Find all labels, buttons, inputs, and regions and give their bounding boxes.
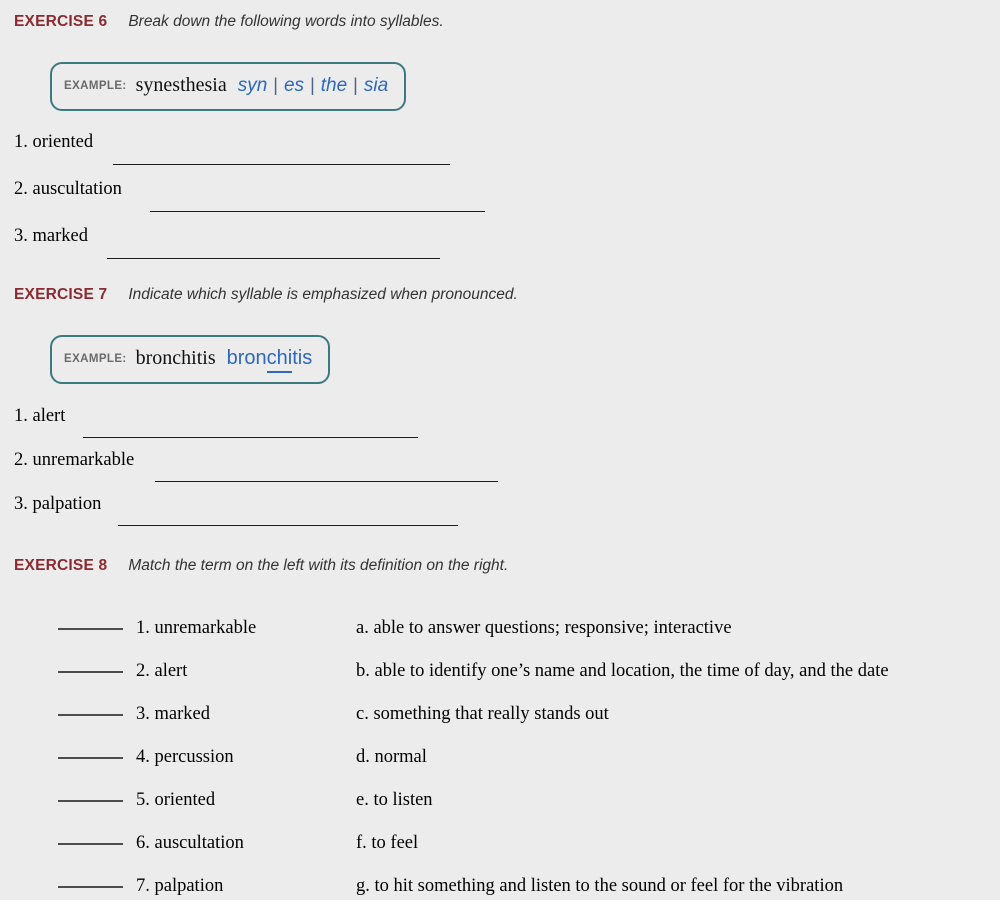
exercise-6-header (14, 12, 980, 32)
syllable: the (320, 75, 348, 96)
syllable: sia (363, 75, 389, 96)
page-bottom-margin (0, 900, 1000, 908)
exercise-7-items (14, 405, 980, 526)
answer-blank (58, 757, 123, 759)
exercise-6-items (14, 131, 980, 259)
match-definition: d. normal (356, 747, 427, 767)
example-syllable-answer (238, 75, 388, 97)
answer-blank (58, 628, 123, 630)
exercise-6-title: EXERCISE 6 (14, 13, 108, 30)
match-definition: b. able to identify one’s name and location, the time of day, and the date (356, 661, 889, 681)
match-term: 2. alert (136, 661, 188, 681)
match-term: 4. percussion (136, 747, 234, 767)
syllable-separator: | (353, 75, 358, 95)
match-term: 3. marked (136, 704, 210, 724)
match-term: 1. unremarkable (136, 618, 257, 638)
answer-blank (150, 211, 485, 212)
match-term: 6. auscultation (136, 833, 244, 853)
answer-blank (58, 843, 123, 845)
unstressed-syllables: bron (226, 347, 267, 369)
matching-row (14, 650, 980, 693)
match-definition: g. to hit something and listen to the sound or feel for the vibration (356, 876, 844, 896)
answer-blank (107, 258, 440, 259)
match-term: 7. palpation (136, 876, 224, 896)
example-label: EXAMPLE: (64, 80, 127, 92)
match-definition: a. able to answer questions; responsive; interactive (356, 618, 732, 638)
exercise-6-instruction: Break down the following words into syllables. (128, 13, 444, 30)
syllable-separator: | (310, 75, 315, 95)
exercise-7-header (14, 285, 980, 305)
answer-blank (58, 714, 123, 716)
exercise-8-instruction: Match the term on the left with its definition on the right. (128, 557, 509, 574)
example-word: synesthesia (135, 74, 227, 96)
example-stress-answer (227, 347, 313, 370)
answer-blank (58, 886, 123, 888)
list-item: 3. marked (14, 226, 88, 246)
exercise-6-example-box (50, 62, 406, 111)
answer-blank (83, 437, 418, 438)
matching-row (14, 779, 980, 822)
matching-row (14, 822, 980, 865)
exercise-8-header (14, 556, 980, 576)
match-definition: e. to listen (356, 790, 433, 810)
matching-list (14, 607, 980, 908)
match-definition: c. something that really stands out (356, 704, 609, 724)
list-item: 3. palpation (14, 494, 102, 514)
list-item: 2. auscultation (14, 179, 122, 199)
syllable-separator: | (273, 75, 278, 95)
example-label: EXAMPLE: (64, 353, 127, 365)
syllable: syn (237, 75, 268, 96)
matching-row (14, 736, 980, 779)
matching-row (14, 693, 980, 736)
unstressed-syllables: tis (292, 347, 313, 369)
answer-blank (58, 800, 123, 802)
exercise-7-instruction: Indicate which syllable is emphasized when pronounced. (128, 286, 518, 303)
stressed-syllable: chi (267, 347, 293, 373)
syllable: es (283, 75, 305, 96)
exercise-6-section (14, 12, 980, 259)
list-item: 1. oriented (14, 132, 94, 152)
answer-blank (155, 481, 498, 482)
match-term: 5. oriented (136, 790, 216, 810)
exercise-8-title: EXERCISE 8 (14, 557, 108, 574)
answer-blank (113, 164, 450, 165)
matching-row (14, 607, 980, 650)
exercise-7-title: EXERCISE 7 (14, 286, 108, 303)
exercise-7-example-box (50, 335, 330, 384)
example-word: bronchitis (135, 347, 216, 369)
answer-blank (58, 671, 123, 673)
exercise-7-section (14, 285, 980, 526)
list-item: 2. unremarkable (14, 450, 135, 470)
list-item: 1. alert (14, 406, 66, 426)
exercise-8-section (14, 556, 980, 908)
match-definition: f. to feel (356, 833, 419, 853)
answer-blank (118, 525, 458, 526)
